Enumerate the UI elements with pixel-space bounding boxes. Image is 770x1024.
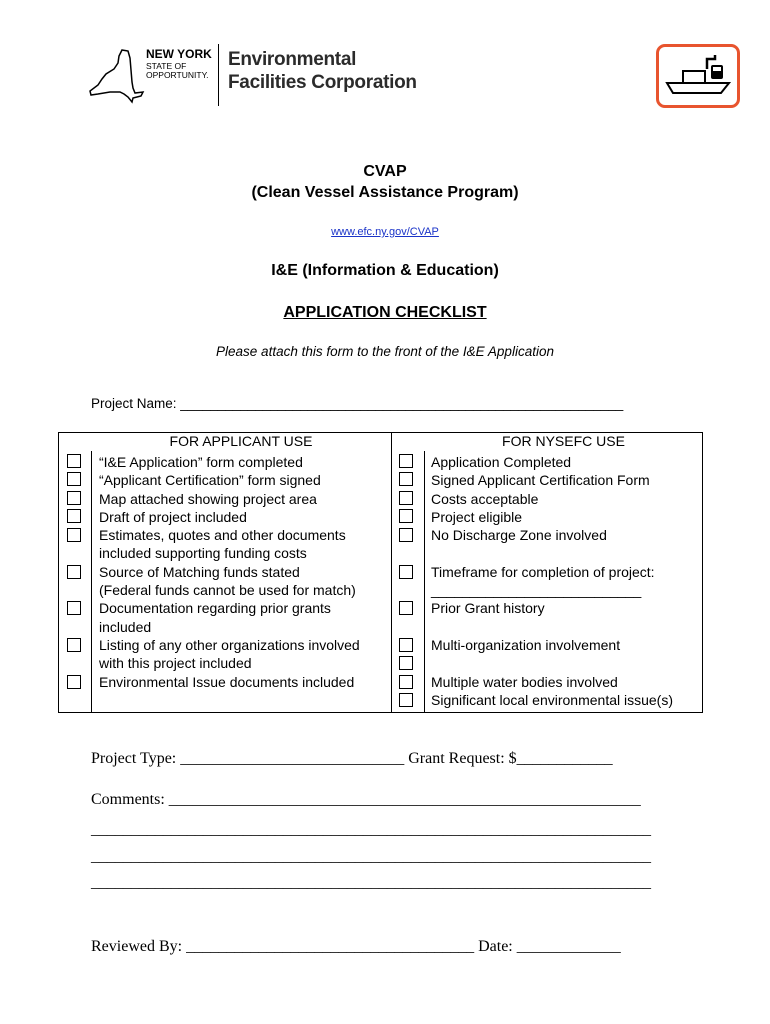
ny-logo-title: NEW YORK xyxy=(146,47,212,61)
nysefc-column-header: FOR NYSEFC USE xyxy=(502,433,625,449)
list-item: included supporting funding costs xyxy=(99,545,307,562)
applicant-checkbox[interactable] xyxy=(67,565,81,579)
list-item: (Federal funds cannot be used for match) xyxy=(99,582,356,599)
ny-logo-subtitle xyxy=(146,62,209,80)
ny-logo-subtitle-line2: OPPORTUNITY. xyxy=(146,70,209,80)
list-item xyxy=(431,618,673,636)
reviewed-by-date-field[interactable]: Reviewed By: ____________________________________ Date: _____________ xyxy=(91,938,621,955)
comments-line[interactable]: ______________________________________________________________________ xyxy=(91,874,651,891)
nysefc-checkbox[interactable] xyxy=(399,693,413,707)
applicant-checkbox[interactable] xyxy=(67,601,81,615)
category-heading: I&E (Information & Education) xyxy=(271,262,499,279)
nysefc-checkbox[interactable] xyxy=(399,454,413,468)
list-item: Project eligible xyxy=(431,508,523,525)
program-acronym: CVAP xyxy=(363,163,407,180)
project-type-grant-request-field[interactable]: Project Type: ____________________________ Grant Request: $____________ xyxy=(91,750,613,767)
list-item: Multi-organization involvement xyxy=(431,636,621,653)
table-divider-right-checkbox xyxy=(424,451,425,713)
list-item: Map attached showing project area xyxy=(99,490,317,507)
applicant-checkbox[interactable] xyxy=(67,454,81,468)
list-item: Application Completed xyxy=(431,454,572,470)
list-item: Timeframe for completion of project: xyxy=(431,563,655,580)
list-item: Environmental Issue documents included xyxy=(99,673,355,690)
list-item: Costs acceptable xyxy=(431,490,539,507)
project-name-field[interactable] xyxy=(91,396,623,411)
nysefc-checklist-text xyxy=(431,453,673,709)
new-york-state-outline-icon xyxy=(88,48,146,106)
applicant-checkbox[interactable] xyxy=(67,509,81,523)
org-name-line1: Environmental xyxy=(228,49,357,70)
applicant-checkbox[interactable] xyxy=(67,528,81,542)
nysefc-checkbox[interactable] xyxy=(399,472,413,486)
form-title: APPLICATION CHECKLIST xyxy=(283,304,487,321)
nysefc-checkbox[interactable] xyxy=(399,491,413,505)
list-item: Prior Grant history xyxy=(431,600,545,617)
comments-line[interactable]: ______________________________________________________________________ xyxy=(91,821,651,838)
program-url-link[interactable]: www.efc.ny.gov/CVAP xyxy=(331,226,439,238)
org-name-line2: Facilities Corporation xyxy=(228,72,417,93)
boat-pumpout-icon xyxy=(656,44,740,108)
list-item: included xyxy=(99,618,152,635)
list-item: Documentation regarding prior grants xyxy=(99,600,331,617)
applicant-checkbox[interactable] xyxy=(67,491,81,505)
list-item: Significant local environmental issue(s) xyxy=(431,691,673,708)
comments-line[interactable]: ______________________________________________________________________ xyxy=(91,848,651,865)
nysefc-checkbox[interactable] xyxy=(399,601,413,615)
list-item: Draft of project included xyxy=(99,508,247,525)
list-item: “I&E Application” form completed xyxy=(99,454,303,470)
project-name-blank[interactable]: ___________________________________________________________ xyxy=(180,396,624,411)
list-item: with this project included xyxy=(99,655,252,672)
program-full-name: (Clean Vessel Assistance Program) xyxy=(251,184,519,201)
table-divider-middle xyxy=(391,432,392,713)
nysefc-checkbox[interactable] xyxy=(399,528,413,542)
list-item[interactable]: ___________________________ xyxy=(431,582,642,599)
applicant-checkbox[interactable] xyxy=(67,638,81,652)
comments-field[interactable]: Comments: ___________________________________________________________ xyxy=(91,791,641,808)
list-item: Estimates, quotes and other documents xyxy=(99,527,346,544)
list-item: Source of Matching funds stated xyxy=(99,563,300,580)
nysefc-checkbox[interactable] xyxy=(399,509,413,523)
applicant-checkbox[interactable] xyxy=(67,675,81,689)
list-item: No Discharge Zone involved xyxy=(431,527,607,544)
applicant-checklist-text xyxy=(99,453,360,691)
project-name-label: Project Name: xyxy=(91,396,177,411)
list-item: “Applicant Certification” form signed xyxy=(99,472,321,489)
ny-logo-subtitle-line1: STATE OF xyxy=(146,61,187,71)
org-name xyxy=(228,48,417,94)
list-item xyxy=(431,544,673,562)
instruction-text: Please attach this form to the front of the I&E Application xyxy=(216,344,554,359)
list-item: Signed Applicant Certification Form xyxy=(431,472,650,489)
table-divider-left-checkbox xyxy=(91,451,92,713)
boat-pumpout-icon-graphic xyxy=(659,47,737,105)
list-item: Listing of any other organizations involved xyxy=(99,636,360,653)
list-item xyxy=(431,654,673,672)
list-item: Multiple water bodies involved xyxy=(431,673,618,690)
nys-efc-logo xyxy=(88,40,428,110)
logo-divider xyxy=(218,44,219,106)
applicant-column-header: FOR APPLICANT USE xyxy=(169,433,313,449)
applicant-checkbox[interactable] xyxy=(67,472,81,486)
nysefc-checkbox[interactable] xyxy=(399,656,413,670)
nysefc-checkbox[interactable] xyxy=(399,675,413,689)
nysefc-checkbox[interactable] xyxy=(399,565,413,579)
nysefc-checkbox[interactable] xyxy=(399,638,413,652)
